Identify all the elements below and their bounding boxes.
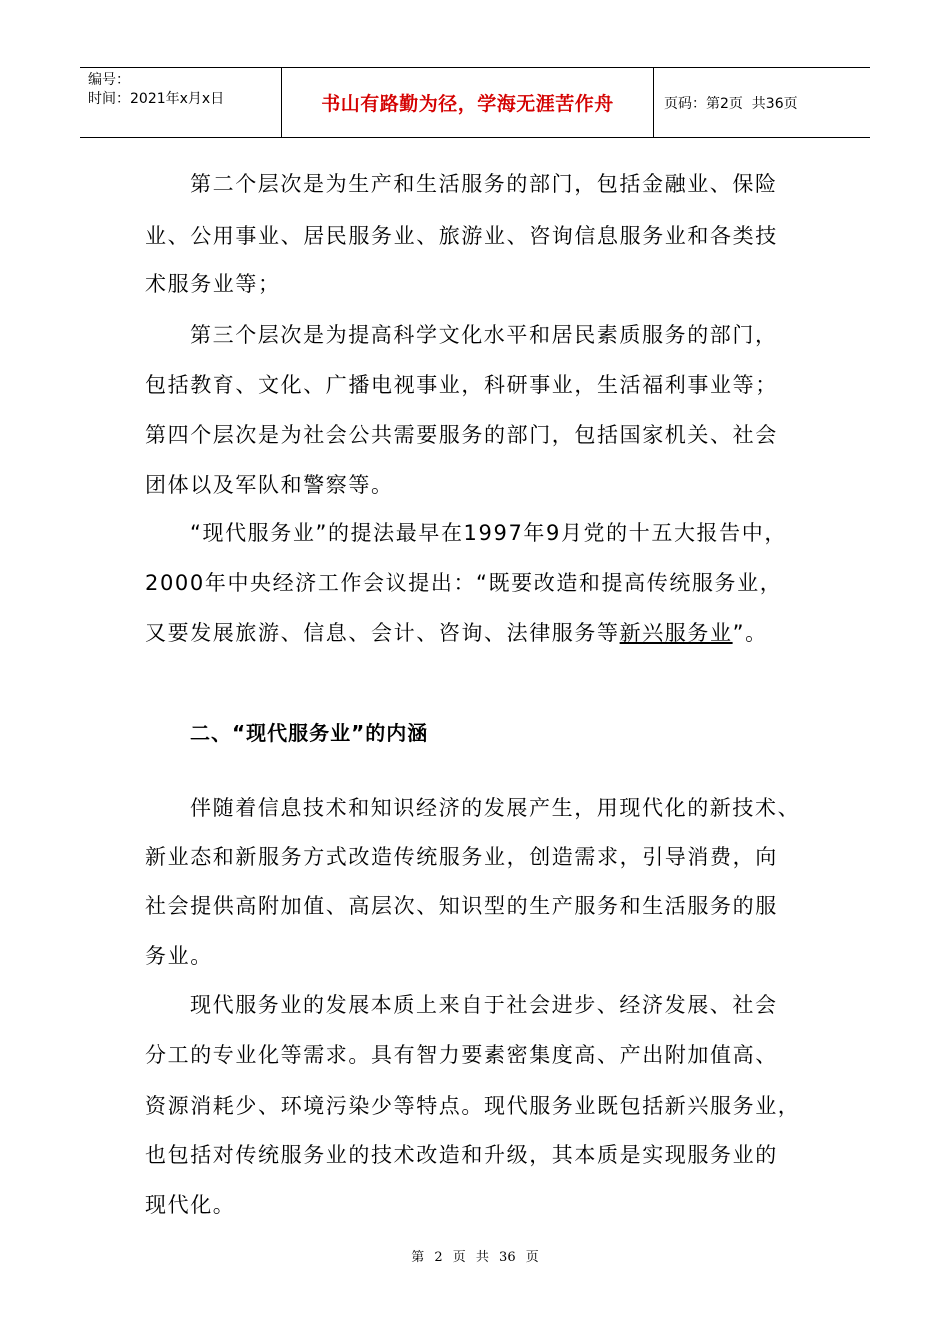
section-heading: 二、“现代服务业”的内涵 (190, 721, 429, 745)
body-line-10 (145, 619, 768, 647)
para2-line-3: 社会提供高附加值、高层次、知识型的生产服务和生活服务的服 (145, 894, 778, 918)
para3-line-2: 分工的专业化等需求。具有智力要素密集度高、产出附加值高、 (145, 1043, 778, 1067)
body-line-3: 术服务业等； (145, 272, 281, 296)
page-header (80, 67, 870, 138)
body-line-4: 第三个层次是为提高科学文化水平和居民素质服务的部门， (190, 323, 778, 347)
para2-line-2: 新业态和新服务方式改造传统服务业，创造需求，引导消费，向 (145, 845, 778, 869)
body-line-6: 第四个层次是为社会公共需要服务的部门，包括国家机关、社会 (145, 423, 778, 447)
body-line-8: “现代服务业”的提法最早在1997年9月党的十五大报告中， (190, 521, 787, 545)
para2-line-1: 伴随着信息技术和知识经济的发展产生，用现代化的新技术、 (190, 796, 801, 820)
header-meta (80, 68, 282, 137)
body-line-9: 2000年中央经济工作会议提出：“既要改造和提高传统服务业， (145, 571, 783, 595)
para3-line-1: 现代服务业的发展本质上来自于社会进步、经济发展、社会 (190, 993, 778, 1017)
body-line-2: 业、公用事业、居民服务业、旅游业、咨询信息服务业和各类技 (145, 224, 778, 248)
para2-line-4: 务业。 (145, 944, 213, 968)
page-footer: 第 2 页 共 36 页 (411, 1250, 539, 1265)
para3-line-5: 现代化。 (145, 1193, 236, 1217)
body-line-10-prefix: 又要发展旅游、信息、会计、咨询、法律服务等 (145, 621, 620, 645)
document-time-label: 时间：2021年x月x日 (88, 91, 225, 107)
para3-line-3: 资源消耗少、环境污染少等特点。现代服务业既包括新兴服务业， (145, 1094, 801, 1118)
document-number-label: 编号： (88, 72, 130, 88)
header-motto: 书山有路勤为径，学海无涯苦作舟 (321, 93, 614, 115)
header-page-info: 页码：第2页 共36页 (664, 95, 798, 112)
emerging-services-link[interactable]: 新兴服务业 (619, 621, 733, 645)
para3-line-4: 也包括对传统服务业的技术改造和升级，其本质是实现服务业的 (145, 1143, 778, 1167)
body-line-10-suffix: ”。 (732, 621, 768, 645)
body-line-1: 第二个层次是为生产和生活服务的部门，包括金融业、保险 (190, 172, 778, 196)
header-motto-cell (282, 68, 654, 137)
body-line-5: 包括教育、文化、广播电视事业，科研事业，生活福利事业等； (145, 373, 778, 397)
body-line-7: 团体以及军队和警察等。 (145, 473, 394, 497)
header-page-info-cell (654, 68, 870, 137)
